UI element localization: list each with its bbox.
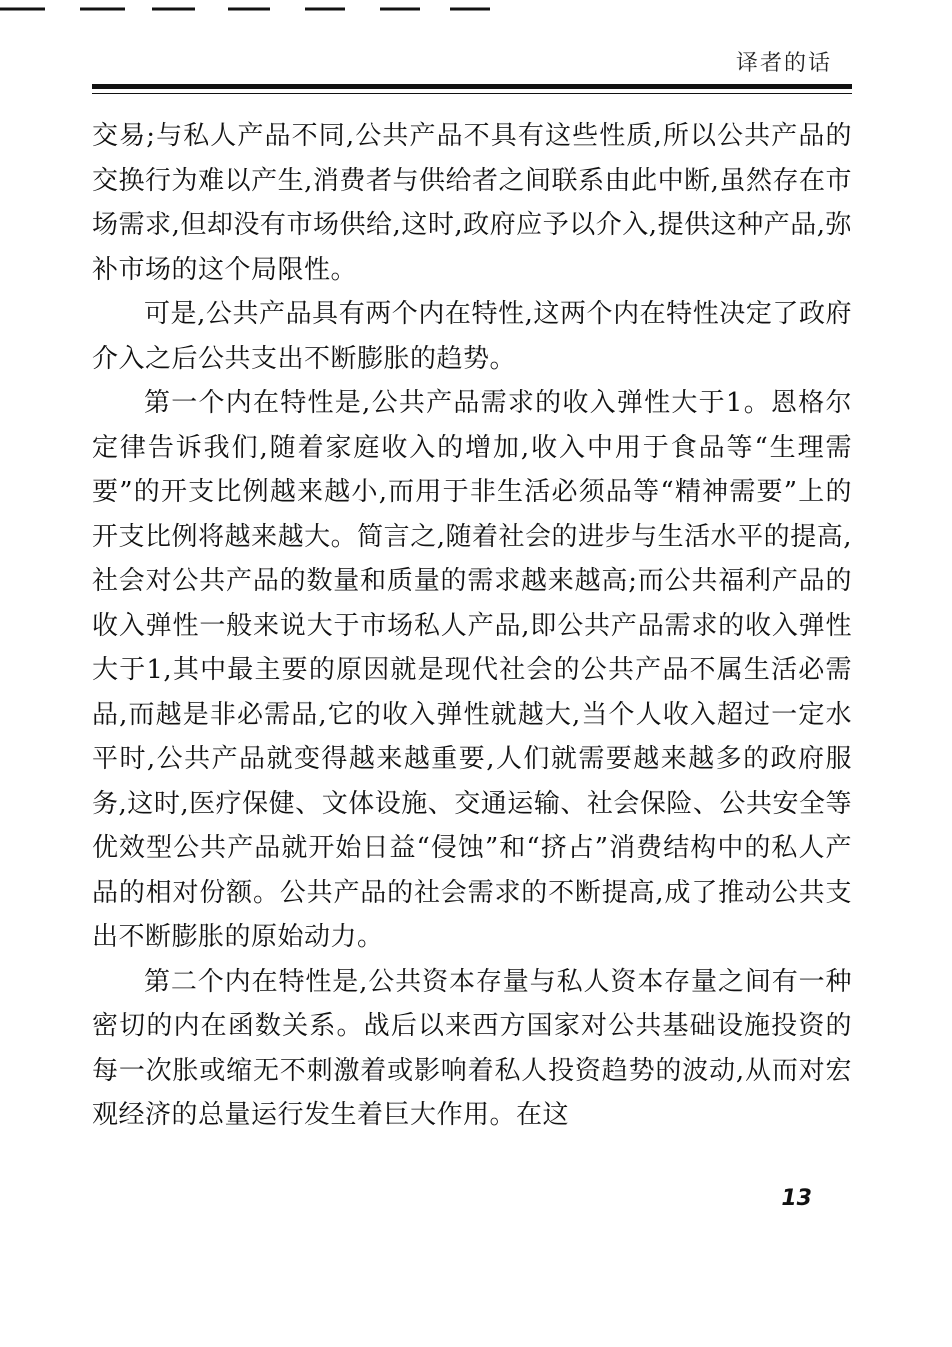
page-number: 13 [781,1186,812,1211]
header-rule-thick [92,84,852,89]
paragraph-1: 交易;与私人产品不同,公共产品不具有这些性质,所以公共产品的交换行为难以产生,消费者与供给者之间联系由此中断,虽然存在市场需求,但却没有市场供给,这时,政府应予以介入,提供这种产品,弥补市场的这个局限性。 [92,121,852,285]
paragraph-2: 可是,公共产品具有两个内在特性,这两个内在特性决定了政府介入之后公共支出不断膨胀的趋势。 [92,299,852,374]
body-text [92,114,852,1138]
top-edge-dashes [0,0,500,14]
header-rule-thin [92,93,852,94]
paragraph-4: 第二个内在特性是,公共资本存量与私人资本存量之间有一种密切的内在函数关系。战后以来西方国家对公共基础设施投资的每一次胀或缩无不刺激着或影响着私人投资趋势的波动,从而对宏观经济的总量运行发生着巨大作用。在这 [92,966,852,1130]
running-header-title: 译者的话 [735,51,832,76]
paragraph-3: 第一个内在特性是,公共产品需求的收入弹性大于1。恩格尔定律告诉我们,随着家庭收入的增加,收入中用于食品等“生理需要”的开支比例越来越小,而用于非生活必须品等“精神需要”上的开支比例将越来越大。简言之,随着社会的进步与生活水平的提高,社会对公共产品的数量和质量的需求越来越高;而公共福利产品的收入弹性一般来说大于市场私人产品,即公共产品需求的收入弹性大于1,其中最主要的原因就是现代社会的公共产品不属生活必需品,而越是非必需品,它的收入弹性就越大,当个人收入超过一定水平时,公共产品就变得越来越重要,人们就需要越来越多的政府服务,这时,医疗保健、文体设施、交通运输、社会保险、公共安全等优效型公共产品就开始日益“侵蚀”和“挤占”消费结构中的私人产品的相对份额。公共产品的社会需求的不断提高,成了推动公共支出不断膨胀的原始动力。 [92,388,852,952]
